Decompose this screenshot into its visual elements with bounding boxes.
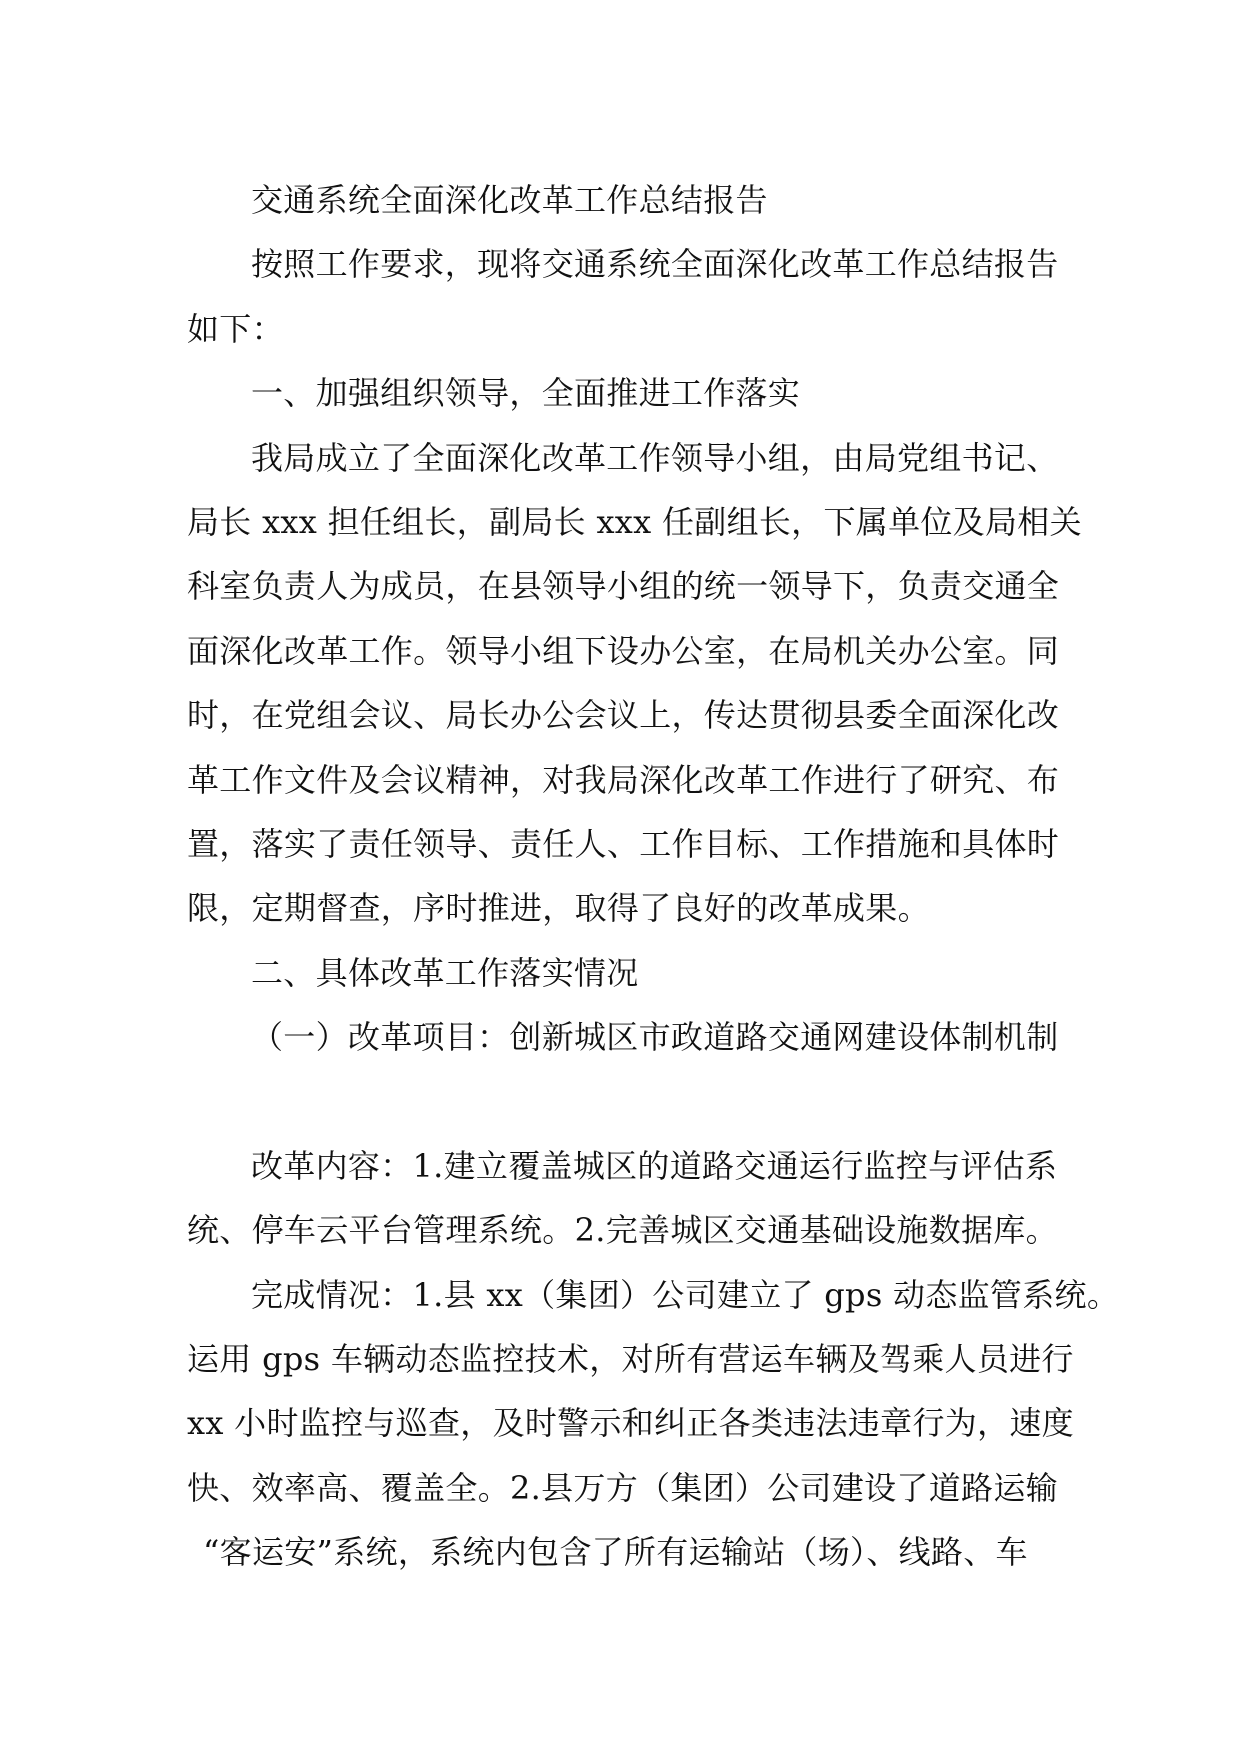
section-1-line-6: 革工作文件及会议精神，对我局深化改革工作进行了研究、布 xyxy=(187,760,1060,799)
completion-line-3: xx 小时监控与巡查，及时警示和纠正各类违法违章行为，速度 xyxy=(187,1404,1074,1443)
section-1-line-2: 局长 xxx 担任组长，副局长 xxx 任副组长，下属单位及局相关 xyxy=(187,502,1082,541)
section-1-line-8: 限，定期督查，序时推进，取得了良好的改革成果。 xyxy=(187,889,930,928)
completion-line-1: 完成情况：1.县 xx（集团）公司建立了 gps 动态监管系统。 xyxy=(251,1275,1120,1314)
intro-line-2: 如下： xyxy=(187,309,284,348)
section-1-line-5: 时，在党组会议、局长办公会议上，传达贯彻县委全面深化改 xyxy=(187,696,1060,735)
section-1-line-7: 置，落实了责任领导、责任人、工作目标、工作措施和具体时 xyxy=(187,824,1060,863)
section-1-heading: 一、加强组织领导，全面推进工作落实 xyxy=(251,374,801,413)
document-body xyxy=(187,168,1120,1585)
section-1-line-4: 面深化改革工作。领导小组下设办公室，在局机关办公室。同 xyxy=(187,631,1060,670)
section-1-line-1: 我局成立了全面深化改革工作领导小组，由局党组书记、 xyxy=(251,438,1059,477)
paragraph-gap xyxy=(187,1069,1067,1133)
completion-line-4: 快、效率高、覆盖全。2.县万方（集团）公司建设了道路运输 xyxy=(187,1468,1058,1507)
project-heading: （一）改革项目：创新城区市政道路交通网建设体制机制 xyxy=(251,1018,1059,1057)
reform-content-line-1: 改革内容：1.建立覆盖城区的道路交通运行监控与评估系 xyxy=(251,1146,1058,1185)
reform-content-line-2: 统、停车云平台管理系统。2.完善城区交通基础设施数据库。 xyxy=(187,1211,1058,1250)
intro-line-1: 按照工作要求，现将交通系统全面深化改革工作总结报告 xyxy=(251,245,1059,284)
completion-line-5: “客运安”系统，系统内包含了所有运输站（场）、线路、车 xyxy=(203,1533,1028,1572)
section-2-heading: 二、具体改革工作落实情况 xyxy=(251,953,639,992)
section-1-line-3: 科室负责人为成员，在县领导小组的统一领导下，负责交通全 xyxy=(187,567,1060,606)
document-title: 交通系统全面深化改革工作总结报告 xyxy=(251,181,768,219)
completion-line-2: 运用 gps 车辆动态监控技术，对所有营运车辆及驾乘人员进行 xyxy=(187,1340,1074,1379)
